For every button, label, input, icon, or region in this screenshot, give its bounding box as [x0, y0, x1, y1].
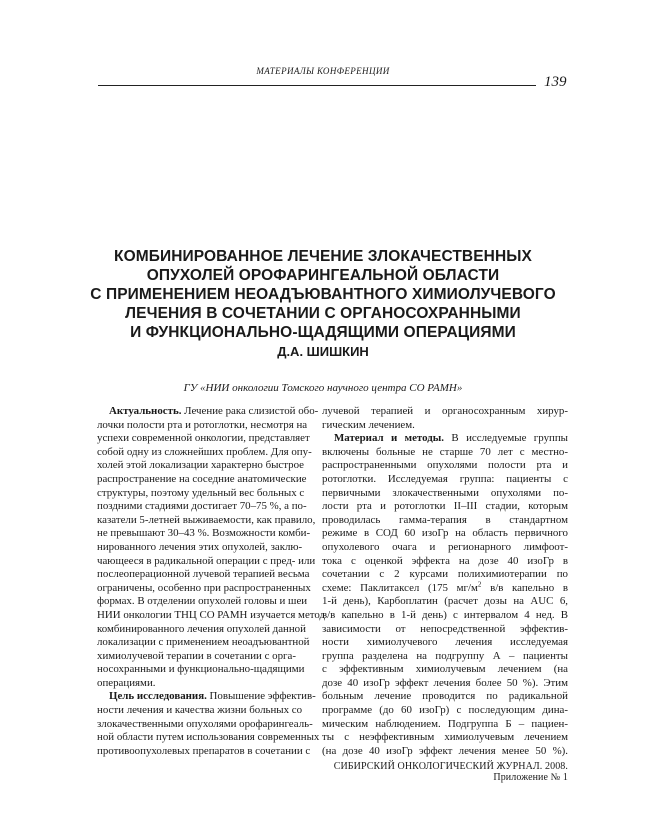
header-rule: [98, 85, 536, 86]
text-line: мическим наблюдением. Подгруппа Б – пациен-: [322, 717, 568, 730]
article-title: [60, 247, 586, 342]
text-line: включены больные не старше 70 лет с местно-: [322, 445, 568, 458]
text-line: формах. В отделении опухолей головы и шеи: [97, 595, 308, 608]
text-line: казатели 5-летней выживаемости, как правило,: [97, 513, 316, 526]
text-line: с эффективным химиолучевым лечением (на: [322, 663, 568, 676]
text-line: опухолевого очага и регионарного лимфоот-: [322, 540, 568, 553]
journal-footer: СИБИРСКИЙ ОНКОЛОГИЧЕСКИЙ ЖУРНАЛ. 2008. Приложение № 1: [333, 761, 568, 783]
text-line: НИИ онкологии ТНЦ СО РАМН изучается метод: [97, 608, 326, 621]
text-line: распространение на соседние анатомические: [97, 472, 307, 485]
text-line: в/в капельно в 1-й день) с интервалом 4 нед. В: [322, 608, 568, 621]
title-line: И ФУНКЦИОНАЛЬНО-ЩАДЯЩИМИ ОПЕРАЦИЯМИ: [130, 324, 516, 341]
author-affiliation: ГУ «НИИ онкологии Томского научного центра СО РАМН»: [183, 382, 463, 394]
text-line: тока с оценкой эффекта на дозе 40 изоГр в: [322, 554, 568, 567]
text-line: собой одну из сложнейших проблем. Для опу-: [97, 445, 312, 458]
text-line: злокачественными опухолями орофарингеаль-: [97, 717, 313, 730]
text-fragment: В исследуемые группы: [444, 432, 568, 445]
text-line: успехи современной онкологии, представляет: [97, 432, 310, 445]
text-line: не превышают 30–43 %. Возможности комби-: [97, 527, 311, 540]
text-line: гическим лечением.: [322, 418, 415, 431]
title-line: КОМБИНИРОВАННОЕ ЛЕЧЕНИЕ ЗЛОКАЧЕСТВЕННЫХ: [114, 248, 532, 265]
text-line: поздними стадиями достигает 70–75 %, а по-: [97, 500, 307, 513]
title-line: ОПУХОЛЕЙ ОРОФАРИНГЕАЛЬНОЙ ОБЛАСТИ: [146, 267, 500, 284]
text-line: первичными злокачественными опухолями по-: [322, 486, 568, 499]
text-line: программе (до 60 изоГр) с последующим дина-: [322, 704, 568, 717]
text-line: больным лечение проводится по радикальной: [322, 690, 568, 703]
text-line: 1-й день), Карбоплатин (расчет дозы на AUC 6,: [322, 595, 568, 608]
text-fragment: Лечение рака слизистой обо-: [181, 405, 319, 417]
text-line: ты с неэффективным химиолучевым лечением: [322, 731, 568, 744]
text-line: [97, 405, 319, 419]
section-heading-methods: Материал и методы.: [334, 432, 445, 445]
author-name: Д.А. ШИШКИН: [277, 344, 369, 359]
text-line: [322, 582, 568, 596]
text-line: лости рта и ротоглотки II–III стадии, которым: [322, 500, 568, 513]
text-line: ротоглотки. Исследуемая группа: пациенты с: [322, 472, 568, 485]
text-line: структуры, поэтому удельный вес больных с: [97, 486, 305, 499]
text-line: распространенными опухолями полости рта и: [322, 459, 568, 472]
text-line: ной области путем использования современных: [97, 731, 320, 744]
text-line: послеоперационной лучевой терапией весьма: [97, 568, 310, 581]
title-line: ЛЕЧЕНИЯ В СОЧЕТАНИИ С ОРГАНОСОХРАННЫМИ: [125, 305, 521, 322]
text-line: противоопухолевых препаратов в сочетании с: [97, 744, 311, 757]
text-line: чающееся в радикальной операции с пред- или: [97, 554, 316, 567]
text-line: нированного лечения этих опухолей, заклю-: [97, 540, 303, 553]
text-line: [322, 432, 568, 446]
title-line: С ПРИМЕНЕНИЕМ НЕОАДЪЮВАНТНОГО ХИМИОЛУЧЕВОГО: [90, 286, 556, 303]
text-line: дозе 40 изоГр эффект лечения более 50 %). Этим: [322, 676, 568, 689]
text-fragment: схеме: Паклитаксел (175 мг/м: [322, 581, 478, 594]
page-number: 139: [544, 74, 567, 90]
text-line: лучевой терапией и органосохранным хирур-: [322, 405, 568, 417]
text-line: группа разделена на подгруппу А – пациенты: [322, 649, 568, 662]
text-line: режиме в СОД 60 изоГр на область первичного: [322, 527, 568, 540]
text-line: локализации с применением неоадъювантной: [97, 636, 310, 649]
text-line: сочетании с 2 курсами полихимиотерапии по: [322, 568, 568, 581]
left-column: [97, 405, 326, 758]
text-line: химиолучевой терапии в сочетании с орга-: [97, 649, 296, 662]
superscript: 2: [477, 580, 482, 589]
text-fragment: Повышение эффектив-: [206, 690, 316, 703]
text-line: ности лечения и качества жизни больных со: [97, 704, 303, 717]
text-line: комбинированного лечения опухолей данной: [97, 622, 306, 635]
running-head: МАТЕРИАЛЫ КОНФЕРЕНЦИИ: [256, 66, 390, 76]
text-line: зависимости от непосредственной эффектив-: [322, 622, 568, 635]
text-line: ограничены, особенно при распространенных: [97, 581, 311, 594]
text-line: холей этой локализации характерно быстрое: [97, 459, 305, 472]
right-column: [322, 405, 568, 758]
text-line: ности химиолучевого лечения исследуемая: [322, 636, 568, 649]
text-line: [97, 690, 316, 704]
text-line: носохранными и функционально-щадящими: [97, 663, 305, 676]
text-line: операциями.: [97, 676, 156, 689]
text-line: лочки полости рта и ротоглотки, несмотря на: [97, 418, 308, 431]
text-line: (на дозе 40 изоГр эффект лечения менее 50 %).: [322, 744, 568, 757]
text-line: проводилась гамма-терапия в стандартном: [322, 513, 568, 526]
section-heading-relevance: Актуальность.: [109, 405, 182, 417]
section-heading-goal: Цель исследования.: [109, 690, 207, 703]
text-fragment: в/в капельно в: [481, 581, 568, 594]
